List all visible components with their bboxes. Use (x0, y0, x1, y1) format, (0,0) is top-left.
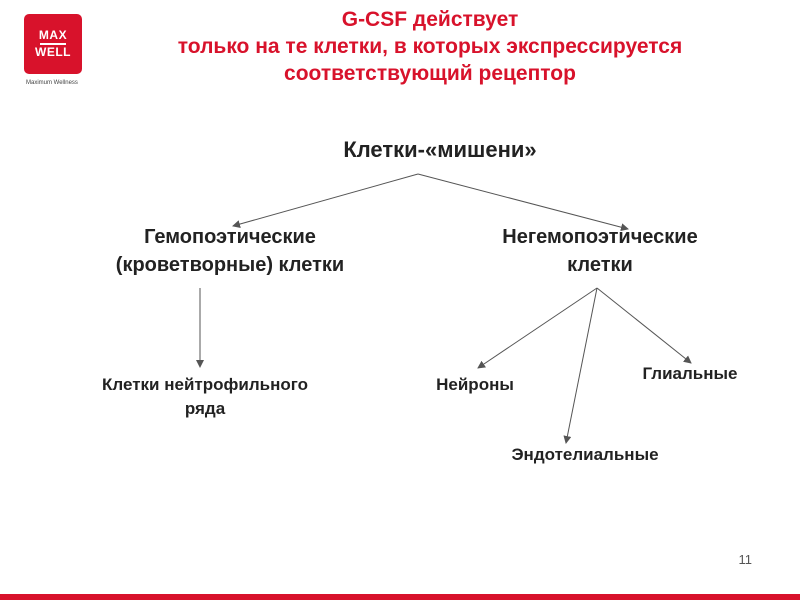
title-line-2: только на те клетки, в которых экспрессируется (177, 35, 683, 58)
node-neutrophil-line-1: Клетки нейтрофильного (102, 375, 308, 394)
logo-text-well: WELL (35, 45, 71, 59)
bottom-accent-bar (0, 594, 800, 600)
node-glial: Глиальные (642, 364, 738, 383)
node-neurons: Нейроны (436, 375, 514, 394)
arrow-root-to-hematopoietic (233, 174, 418, 226)
arrow-nonhematopoietic-to-endothelial (566, 288, 597, 443)
node-target-cells: Клетки-«мишени» (343, 137, 537, 162)
node-non-hematopoietic-cells (440, 223, 760, 279)
arrow-nonhematopoietic-to-glial (597, 288, 691, 363)
node-hematopoietic-line-2: (кроветворные) клетки (115, 254, 345, 276)
title-line-3: соответствующий рецептор (284, 62, 576, 85)
node-hematopoietic-line-1: Гемопоэтические (144, 226, 316, 248)
node-non-hematopoietic-line-2: клетки (567, 254, 633, 276)
node-non-hematopoietic-line-1: Негемопоэтические (502, 226, 698, 248)
node-neutrophil-line-2: ряда (184, 399, 226, 418)
logo-text-max: MAX (38, 28, 68, 42)
node-hematopoietic-cells (40, 223, 420, 279)
arrow-nonhematopoietic-to-neurons (478, 288, 597, 368)
logo-tagline: Maximum Wellness (26, 80, 78, 86)
node-endothelial: Эндотелиальные (511, 445, 659, 464)
title-line-1: G-CSF действует (341, 8, 519, 31)
arrow-root-to-nonhematopoietic (418, 174, 628, 229)
page-number: 11 (738, 552, 752, 567)
node-neutrophil-lineage (50, 373, 360, 421)
